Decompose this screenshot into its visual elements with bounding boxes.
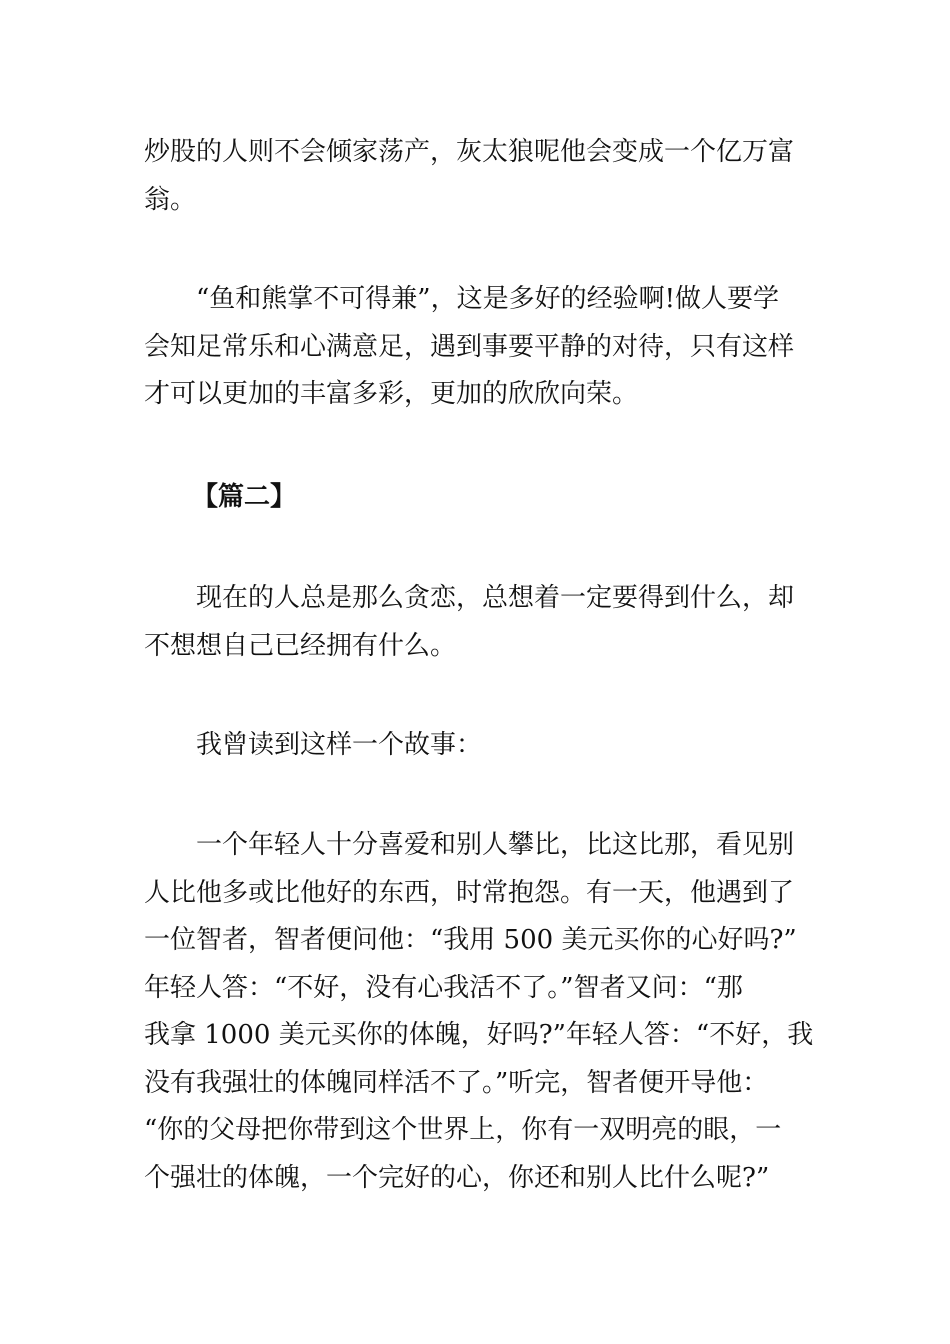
text-line: 炒股的人则不会倾家荡产，灰太狼呢他会变成一个亿万富 (144, 137, 795, 167)
text-line: 不想想自己已经拥有什么。 (144, 630, 457, 661)
paragraph-story (144, 822, 814, 1202)
text-line: 人比他多或比他好的东西，时常抱怨。有一天，他遇到了 (144, 877, 795, 908)
paragraph-continuation (144, 129, 806, 224)
text-line: 一位智者，智者便问他：“我用 500 美元买你的心好吗?” (144, 925, 797, 955)
text-line: 年轻人答：“不好，没有心我活不了。”智者又问：“那 (144, 972, 743, 1003)
text-line: 翁。 (144, 184, 197, 215)
text-line: 才可以更加的丰富多彩，更加的欣欣向荣。 (144, 379, 639, 409)
text-line: 我曾读到这样一个故事： (196, 730, 483, 760)
text-line: 没有我强壮的体魄同样活不了。”听完，智者便开导他： (144, 1067, 769, 1098)
paragraph-story-intro (144, 722, 806, 770)
section-heading-text: 【篇二】 (192, 482, 297, 512)
section-heading (144, 474, 806, 522)
text-line: 现在的人总是那么贪恋，总想着一定要得到什么，却 (196, 583, 795, 613)
text-line: 个强壮的体魄，一个完好的心，你还和别人比什么呢?” (144, 1162, 770, 1193)
text-line: “鱼和熊掌不可得兼”，这是多好的经验啊!做人要学 (196, 284, 780, 314)
text-line: 我拿 1000 美元买你的体魄，好吗?”年轻人答：“不好，我 (144, 1020, 814, 1050)
paragraph-fish-and-bear-paw (144, 276, 806, 419)
paragraph-greed (144, 575, 806, 670)
text-line: 会知足常乐和心满意足，遇到事要平静的对待，只有这样 (144, 331, 795, 362)
text-line: 一个年轻人十分喜爱和别人攀比，比这比那，看见别 (196, 830, 795, 860)
text-line: “你的父母把你带到这个世界上，你有一双明亮的眼，一 (144, 1115, 782, 1145)
